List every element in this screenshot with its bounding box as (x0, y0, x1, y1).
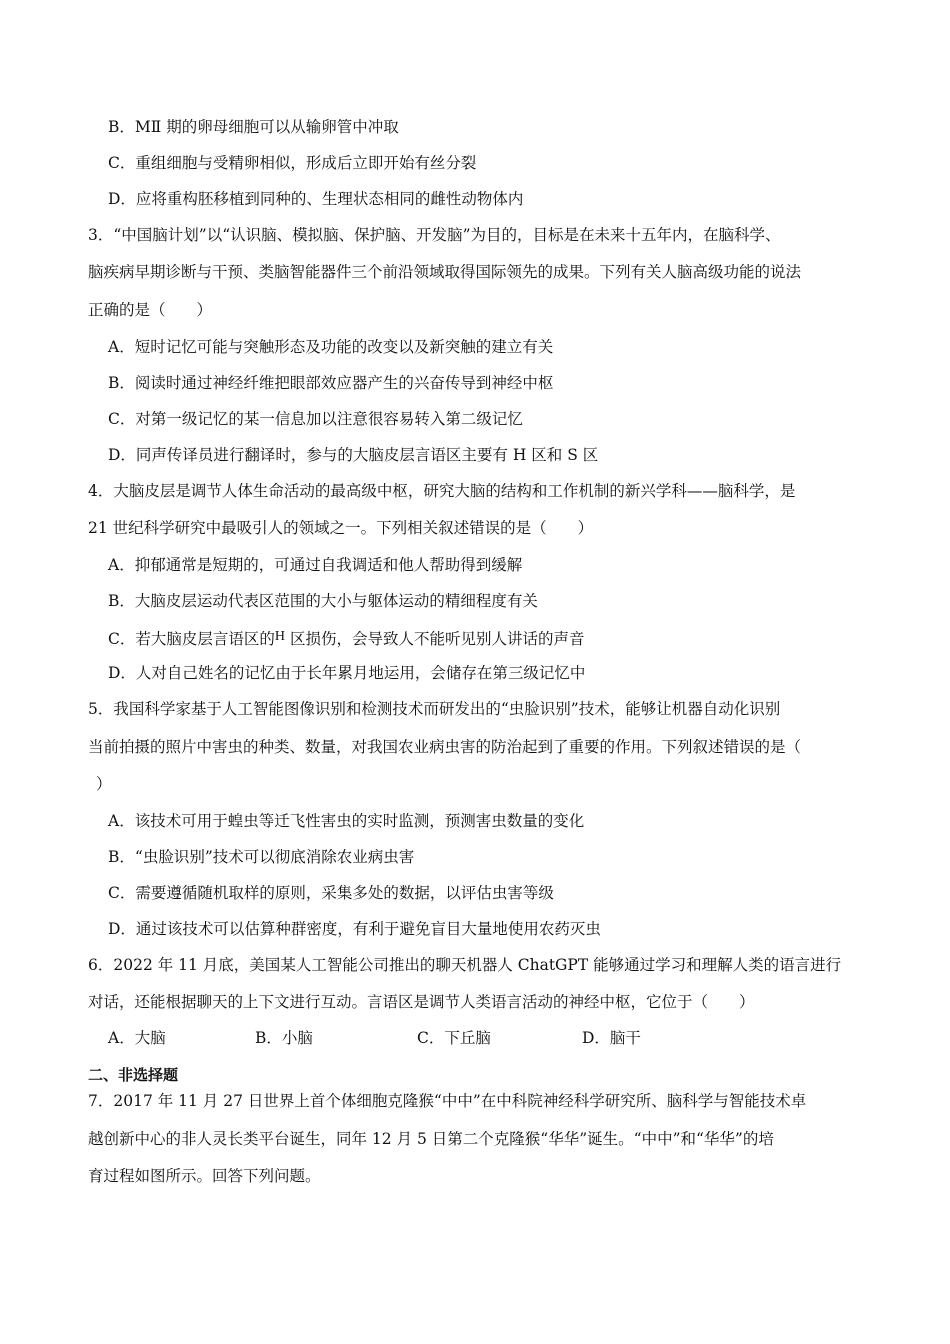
q4-stem-line1: 4．大脑皮层是调节人体生命活动的最高级中枢，研究大脑的结构和工作机制的新兴学科——脑科学，是 (88, 482, 796, 500)
q6-option-d: D．脑干 (582, 1029, 641, 1047)
q4-option-b: B．大脑皮层运动代表区范围的大小与躯体运动的精细程度有关 (108, 592, 538, 610)
q6-stem-line2: 对话，还能根据聊天的上下文进行互动。言语区是调节人类语言活动的神经中枢，它位于（ ） (88, 993, 755, 1011)
q7-stem-line2: 越创新中心的非人灵长类平台诞生，同年 12 月 5 日第二个克隆猴“华华”诞生。“中中”和“华华”的培 (88, 1130, 774, 1148)
q5-option-c: C．需要遵循随机取样的原则，采集多处的数据，以评估虫害等级 (108, 884, 554, 902)
q4-option-c-prefix: C．若大脑皮层言语区的 (108, 630, 275, 648)
q4-option-c-suffix: 区损伤，会导致人不能听见别人讲话的声音 (289, 630, 585, 648)
q6-option-b: B．小脑 (255, 1029, 313, 1047)
q3-option-d: D．同声传译员进行翻译时，参与的大脑皮层言语区主要有 H 区和 S 区 (108, 446, 599, 464)
q7-stem-line1: 7．2017 年 11 月 27 日世界上首个体细胞克隆猴“中中”在中科院神经科学研究所、脑科学与智能技术卓 (88, 1092, 807, 1110)
q7-stem-line3: 育过程如图所示。回答下列问题。 (88, 1167, 321, 1185)
q4-option-d: D．人对自己姓名的记忆由于长年累月地运用，会储存在第三级记忆中 (108, 664, 586, 682)
q5-option-b: B．“虫脸识别”技术可以彻底消除农业病虫害 (108, 848, 415, 866)
q3-option-a: A．短时记忆可能与突触形态及功能的改变以及新突触的建立有关 (108, 338, 554, 356)
q2-option-b: B．MⅡ 期的卵母细胞可以从输卵管中冲取 (108, 118, 399, 136)
q3-stem-line1: 3．“中国脑计划”以“认识脑、模拟脑、保护脑、开发脑”为目的，目标是在未来十五年内，在脑科学、 (88, 226, 781, 244)
q6-options-row (108, 1028, 868, 1048)
q3-option-b: B．阅读时通过神经纤维把眼部效应器产生的兴奋传导到神经中枢 (108, 374, 554, 392)
q5-option-d: D．通过该技术可以估算种群密度，有利于避免盲目大量地使用农药灭虫 (108, 920, 601, 938)
q4-option-c (108, 627, 584, 649)
q4-option-a: A．抑郁通常是短期的，可通过自我调适和他人帮助得到缓解 (108, 556, 523, 574)
q2-option-c: C．重组细胞与受精卵相似，形成后立即开始有丝分裂 (108, 154, 477, 172)
q4-option-c-h-symbol: H (274, 629, 285, 644)
q5-option-a: A．该技术可用于蝗虫等迁飞性害虫的实时监测，预测害虫数量的变化 (108, 812, 585, 830)
q4-stem-line2: 21 世纪科学研究中最吸引人的领域之一。下列相关叙述错误的是（ ） (88, 519, 594, 537)
q6-stem-line1: 6．2022 年 11 月底，美国某人工智能公司推出的聊天机器人 ChatGPT 能够通过学习和理解人类的语言进行 (88, 956, 842, 974)
q3-stem-line3: 正确的是（ ） (88, 301, 213, 319)
section-heading-non-choice: 二、非选择题 (88, 1066, 179, 1084)
q5-stem-line1: 5．我国科学家基于人工智能图像识别和检测技术而研发出的“虫脸识别”技术，能够让机器自动化识别 (88, 700, 781, 718)
q3-option-c: C．对第一级记忆的某一信息加以注意很容易转入第二级记忆 (108, 410, 523, 428)
q2-option-d: D．应将重构胚移植到同种的、生理状态相同的雌性动物体内 (108, 190, 524, 208)
q6-option-c: C．下丘脑 (417, 1029, 491, 1047)
q3-stem-line2: 脑疾病早期诊断与干预、类脑智能器件三个前沿领域取得国际领先的成果。下列有关人脑高级功能的说法 (88, 263, 802, 281)
q5-stem-line2: 当前拍摄的照片中害虫的种类、数量，对我国农业病虫害的防治起到了重要的作用。下列叙述错误的是（ (88, 738, 802, 756)
q5-stem-line3: ） (96, 775, 112, 793)
q6-option-a: A．大脑 (108, 1029, 166, 1047)
